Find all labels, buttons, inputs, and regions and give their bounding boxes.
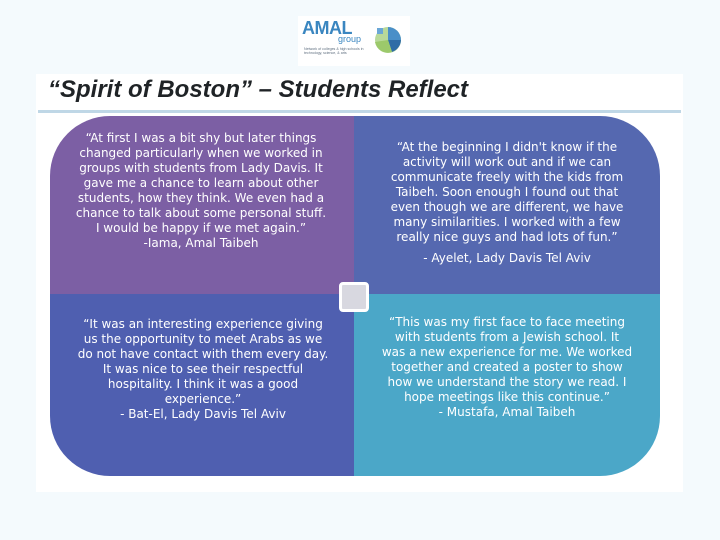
logo-tagline: Network of colleges & high schools in technology, science, & arts <box>304 47 364 55</box>
logo-title: AMAL <box>302 18 352 38</box>
page-title: “Spirit of Boston” – Students Reflect <box>48 76 469 103</box>
logo-subtitle: group <box>338 34 362 44</box>
quote-card-bottom-left <box>50 294 356 476</box>
quote-text: “It was an interesting experience giving us the opportunity to meet Arabs as we do not have contact with them every day. It was nice to see their respectful hospitality. I think it was a good experience.” <box>77 316 329 406</box>
quote-author: - Mustafa, Amal Taibeh <box>438 404 576 419</box>
quote-author: -Iama, Amal Taibeh <box>143 236 259 250</box>
quote-author: - Ayelet, Lady Davis Tel Aviv <box>423 251 591 265</box>
quote-card-top-left <box>50 116 356 296</box>
logo-mark-icon <box>368 20 406 64</box>
quote-author: - Bat-El, Lady Davis Tel Aviv <box>120 406 286 421</box>
center-square-decoration <box>339 282 369 312</box>
amal-logo <box>298 16 410 66</box>
quote-text: “This was my first face to face meeting with students from a Jewish school. It was a new experience for me. We worked together and created a poster to show how we understand the story we read. I hope meetings like this continue.” <box>381 314 633 404</box>
quote-card-bottom-right <box>354 294 660 476</box>
title-divider <box>38 110 681 113</box>
quote-text: “At first I was a bit shy but later things changed particularly when we worked in groups with students from Lady Davis. It gave me a chance to learn about other students, how they think. We even had a chance to talk about some personal stuff. I would be happy if we met again.” <box>75 131 327 235</box>
quote-text: “At the beginning I didn't know if the activity will work out and if we can communicate freely with the kids from Taibeh. Soon enough I found out that even though we are different, we have many similarities. I worked with a few really nice guys and had lots of fun.” <box>390 140 624 244</box>
quote-card-top-right <box>354 116 660 296</box>
